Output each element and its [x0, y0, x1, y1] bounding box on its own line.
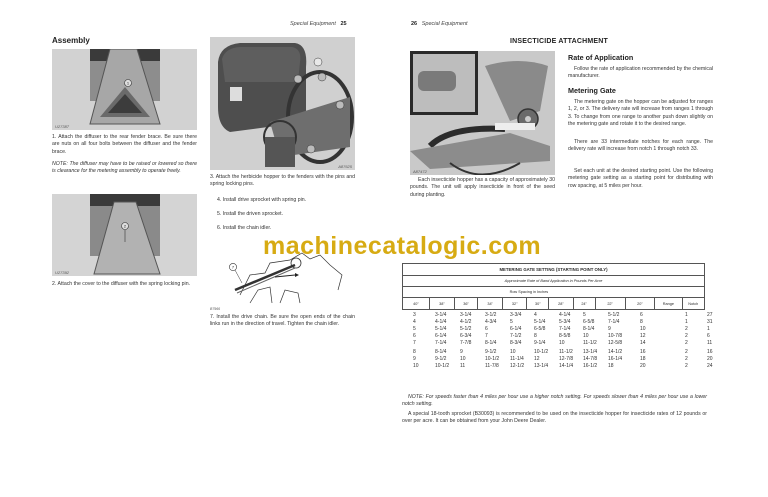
table-cell: 20 [707, 356, 713, 362]
metering-gate-text-1: The metering gate on the hopper can be adjusted for ranges 1, 2, or 3. The delivery rate will increase from ranges 1 through 3. To change from one range to another push down slightly on the metering gate and rotate it to the desired range. [568, 99, 713, 127]
step-5-text: 5. Install the driven sprocket. [217, 211, 284, 217]
step-4-text: 4. Install drive sprocket with spring pin. [217, 197, 307, 203]
table-cell: 14 [640, 340, 646, 346]
photo-code: A87625 [338, 164, 352, 169]
table-cell: 16-1/4 [608, 356, 623, 362]
watermark: machinecatalogic.com [263, 232, 542, 260]
cover-photo [52, 194, 197, 276]
diffuser-note: NOTE: The diffuser may have to be raised or lowered so there is clearance for the metering assembly to operate freely. [52, 161, 197, 175]
sprocket-text: A special 18-tooth sprocket (B30093) is recommended to be used on the insecticide hopper for insecticide rates of 12 pounds or over per acre. It can be obtained from your John Deere Dealer. [402, 411, 707, 425]
column-header: 28" [549, 298, 573, 310]
table-cell: 12-7/8 [559, 356, 574, 362]
column-header: 32" [503, 298, 527, 310]
table-cell: 10-1/2 [485, 356, 500, 362]
diffuser-illustration [52, 49, 197, 130]
table-cell: 2 [685, 333, 688, 339]
rate-of-application-text: Follow the rate of application recommended by the chemical manufacturer. [568, 66, 713, 80]
table-cell: 8-1/4 [485, 340, 497, 346]
table-cell: 7-1/4 [559, 326, 571, 332]
table-cell: 12-5/8 [608, 340, 623, 346]
table-cell: 7-1/4 [435, 340, 447, 346]
table-row [402, 340, 768, 347]
table-cell: 7-1/4 [608, 319, 620, 325]
table-cell: 12 [640, 333, 646, 339]
table-cell: 8-3/4 [510, 340, 522, 346]
header-section: Special Equipment [421, 21, 468, 27]
table-cell: 8 [413, 349, 416, 355]
table-cell: 9-1/4 [534, 340, 546, 346]
page-number: 25 [340, 21, 347, 27]
table-cell: 6-5/8 [534, 326, 546, 332]
table-cell: 5-1/4 [534, 319, 546, 325]
table-cell: 4 [534, 312, 537, 318]
table-cell: 8-5/8 [559, 333, 571, 339]
table-cell: 1 [685, 312, 688, 318]
table-cell: 11-1/2 [583, 340, 597, 346]
column-header: 36" [454, 298, 477, 310]
table-cell: 6 [413, 333, 416, 339]
table-cell: 10 [559, 340, 565, 346]
table-cell: 16 [640, 349, 646, 355]
table-cell: 14-1/2 [608, 349, 623, 355]
column-header: 30" [527, 298, 549, 310]
table-cell: 8-1/4 [435, 349, 447, 355]
table-cell: 7 [485, 333, 488, 339]
right-page-header [411, 21, 468, 27]
table-cell: 5-1/2 [460, 326, 472, 332]
table-row [402, 333, 768, 340]
table-cell: 6-5/8 [583, 319, 595, 325]
page-number: 26 [411, 21, 418, 27]
column-header: 38" [429, 298, 454, 310]
table-cell: 11-7/8 [485, 363, 499, 369]
table-cell: 20 [640, 363, 646, 369]
table-cell: 1 [707, 326, 710, 332]
table-row [402, 326, 768, 333]
diagram-code: B7966 [210, 307, 221, 311]
svg-text:1: 1 [126, 80, 130, 86]
table-cell: 3-1/4 [460, 312, 472, 318]
table-cell: 5-1/4 [435, 326, 447, 332]
table-cell: 13-1/4 [534, 363, 549, 369]
table-cell: 6 [707, 333, 710, 339]
row-spacing-label: Row Spacing in Inches [403, 287, 655, 298]
table-cell: 8 [640, 319, 643, 325]
table-cell: 3-1/4 [435, 312, 447, 318]
table-cell: 4-3/4 [485, 319, 497, 325]
table-row [402, 319, 768, 326]
table-cell: 2 [685, 356, 688, 362]
table-cell: 5 [413, 326, 416, 332]
table-cell: 10-7/8 [608, 333, 623, 339]
metering-gate-text-3: Set each unit at the desired starting point. Use the following metering gate setting as a starting point for distributing with row spacing, at 5 miles per hour. [568, 168, 713, 189]
table-cell: 5-3/4 [559, 319, 571, 325]
table-cell: 18 [608, 363, 614, 369]
table-row [402, 349, 768, 356]
table-cell: 7-1/2 [510, 333, 522, 339]
table-cell: 7-7/8 [460, 340, 472, 346]
table-cell: 10 [583, 333, 589, 339]
table-cell: 10 [460, 356, 466, 362]
table-cell: 27 [707, 312, 713, 318]
table-cell: 5 [583, 312, 586, 318]
table-cell: 9 [413, 356, 416, 362]
hopper-illustration [210, 37, 355, 170]
svg-text:7: 7 [231, 264, 235, 270]
left-page-header [290, 21, 347, 27]
herbicide-hopper-photo [210, 37, 355, 170]
column-header: Range [655, 298, 682, 310]
insecticide-photo [410, 51, 555, 175]
table-cell: 12-1/2 [510, 363, 525, 369]
table-cell: 11-1/4 [510, 356, 524, 362]
column-header: 20" [625, 298, 655, 310]
cover-illustration [52, 194, 197, 276]
table-cell: 13-1/4 [583, 349, 598, 355]
table-cell: 11 [460, 363, 466, 369]
table-cell: 2 [685, 340, 688, 346]
svg-text:2: 2 [123, 223, 127, 229]
table-body [402, 312, 712, 382]
table-cell: 4-1/4 [435, 319, 447, 325]
table-cell: 2 [685, 326, 688, 332]
table-cell: 2 [685, 363, 688, 369]
assembly-heading: Assembly [52, 36, 90, 45]
metering-gate-text-2: There are 33 intermediate notches for each range. The delivery rate will increase from notch 1 through notch 33. [568, 139, 713, 153]
photo-code: U27392 [55, 270, 70, 275]
table-cell: 4-1/4 [559, 312, 571, 318]
table-cell: 16 [707, 349, 713, 355]
header-section: Special Equipment [290, 21, 336, 27]
table-cell: 3 [413, 312, 416, 318]
column-header: 40" [403, 298, 430, 310]
table-cell: 31 [707, 319, 713, 325]
table-cell: 9-1/2 [485, 349, 497, 355]
insecticide-title: INSECTICIDE ATTACHMENT [510, 38, 608, 45]
step-6-text: 6. Install the chain idler. [217, 225, 272, 231]
photo-code: A87472 [413, 169, 427, 174]
table-cell: 6-1/4 [435, 333, 447, 339]
table-cell: 12 [534, 356, 540, 362]
table-cell: 16-1/2 [583, 363, 598, 369]
table-cell: 4-1/2 [460, 319, 472, 325]
table-row [402, 363, 768, 370]
step-1-text: 1. Attach the diffuser to the rear fender brace. Be sure there are nuts on all four bolts between the diffuser and the fender brace. [52, 134, 197, 155]
photo-code: U27387 [55, 124, 70, 129]
column-header: 24" [573, 298, 595, 310]
table-cell: 6 [640, 312, 643, 318]
table-row [402, 312, 768, 319]
table-cell: 9 [460, 349, 463, 355]
table-cell: 1 [685, 319, 688, 325]
column-header: Notch [682, 298, 704, 310]
table-cell: 3-1/2 [485, 312, 497, 318]
table-cell: 11 [707, 340, 713, 346]
step-3-text: 3. Attach the herbicide hopper to the fenders with the pins and spring locking pins. [210, 174, 355, 188]
table-cell: 14-7/8 [583, 356, 598, 362]
table-row [402, 356, 768, 363]
table-cell: 6-1/4 [510, 326, 522, 332]
insecticide-hopper-illustration [410, 51, 555, 175]
table-cell: 14-1/4 [559, 363, 574, 369]
table-cell: 2 [685, 349, 688, 355]
table-cell: 3-3/4 [510, 312, 522, 318]
table-cell: 8 [534, 333, 537, 339]
table-cell: 10 [510, 349, 516, 355]
table-cell: 8-1/4 [583, 326, 595, 332]
hopper-capacity-text: Each insecticide hopper has a capacity of approximately 30 pounds. The unit will apply insecticide in front of the seed during planting. [410, 177, 555, 198]
column-header: 22" [595, 298, 625, 310]
table-subtitle: Approximate Rate of Band Application in Pounds Per Acre [403, 276, 705, 287]
table-cell: 11-1/2 [559, 349, 573, 355]
diffuser-photo [52, 49, 197, 130]
rate-of-application-heading: Rate of Application [568, 53, 634, 62]
table-cell: 4 [413, 319, 416, 325]
metering-gate-table [402, 263, 705, 310]
table-title: METERING GATE SETTING (STARTING POINT ONLY) [403, 264, 705, 276]
step-2-text: 2. Attach the cover to the diffuser with the spring locking pin. [52, 281, 191, 287]
metering-gate-heading: Metering Gate [568, 86, 616, 95]
column-header: 34" [478, 298, 503, 310]
table-cell: 10-1/2 [435, 363, 450, 369]
speed-note: NOTE: For speeds faster than 4 miles per hour use a higher notch setting. For speeds slower than 4 miles per hour use a lower notch setting. [402, 394, 707, 408]
table-cell: 6-3/4 [460, 333, 472, 339]
table-cell: 10-1/2 [534, 349, 549, 355]
table-cell: 7 [413, 340, 416, 346]
table-cell: 24 [707, 363, 713, 369]
table-cell: 5-1/2 [608, 312, 620, 318]
step-7-text: 7. Install the drive chain. Be sure the open ends of the chain links run in the direction of travel. Tighten the chain idler. [210, 314, 355, 328]
table-cell: 9 [608, 326, 611, 332]
table-cell: 10 [413, 363, 419, 369]
table-cell: 9-1/2 [435, 356, 447, 362]
table-cell: 6 [485, 326, 488, 332]
table-cell: 18 [640, 356, 646, 362]
table-cell: 10 [640, 326, 646, 332]
table-cell: 5 [510, 319, 513, 325]
